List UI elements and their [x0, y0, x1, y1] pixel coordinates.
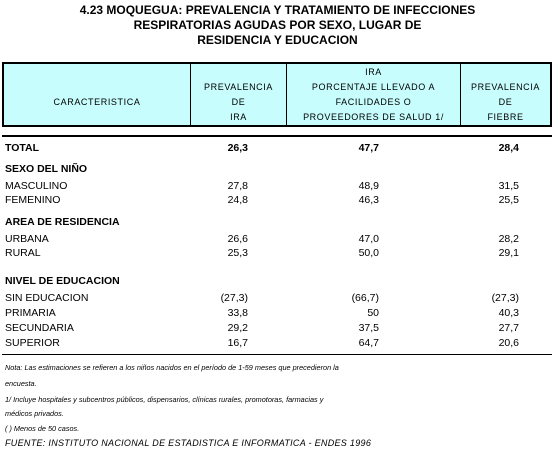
table-row [0, 322, 555, 336]
cell-prevalencia-ira: 24,8 [227, 194, 248, 206]
section-title: NIVEL DE EDUCACION [5, 275, 120, 287]
header-line: PORCENTAJE LLEVADO A [311, 82, 436, 92]
cell-porcentaje-llevado: 50 [367, 307, 379, 319]
table-title-line-1: 4.23 MOQUEGUA: PREVALENCIA Y TRATAMIENTO DE INFECCIONES [79, 3, 476, 17]
cell-prevalencia-fiebre: (27,3) [491, 292, 519, 304]
cell-prevalencia-ira: 33,8 [227, 307, 248, 319]
cell-prevalencia-fiebre: 25,5 [498, 194, 519, 206]
header-line: PREVALENCIA [204, 82, 273, 92]
cell-porcentaje-llevado: 47,7 [358, 142, 379, 154]
cell-prevalencia-fiebre: 40,3 [498, 307, 519, 319]
table-row [0, 337, 555, 351]
row-label: URBANA [5, 233, 49, 245]
table-bottom-rule [2, 354, 552, 355]
header-line: IRA [365, 67, 382, 77]
cell-prevalencia-fiebre: 28,2 [498, 233, 519, 245]
header-line: PREVALENCIA [471, 82, 540, 92]
header-line: DE [231, 97, 246, 107]
header-line: PROVEEDORES DE SALUD 1/ [303, 112, 444, 122]
source-line: FUENTE: INSTITUTO NACIONAL DE ESTADISTICA E INFORMATICA - ENDES 1996 [5, 438, 372, 448]
table-row [0, 233, 555, 247]
row-label: SUPERIOR [5, 337, 60, 349]
cell-porcentaje-llevado: 64,7 [358, 337, 379, 349]
cell-prevalencia-ira: 25,3 [227, 247, 248, 259]
header-line: DE [498, 97, 513, 107]
table-row [0, 307, 555, 321]
row-label: MASCULINO [5, 180, 68, 192]
header-line: FACILIDADES O [335, 97, 412, 107]
table-header [2, 62, 552, 127]
section-heading-educacion [0, 275, 555, 289]
row-label: FEMENINO [5, 194, 61, 206]
footnote-nota: Nota: Las estimaciones se refieren a los niños nacidos en el período de 1-59 meses que precedieron la [5, 363, 339, 372]
header-caracteristica-label: CARACTERISTICA [53, 97, 141, 107]
section-heading-sexo [0, 163, 555, 177]
footnote-1: 1/ Incluye hospitales y subcentros públicos, dispensarios, clínicas rurales, promotoras, farmacias y [5, 395, 324, 404]
section-title: AREA DE RESIDENCIA [5, 216, 120, 228]
section-heading-area [0, 216, 555, 230]
header-line: IRA [230, 112, 247, 122]
cell-porcentaje-llevado: 47,0 [358, 233, 379, 245]
cell-prevalencia-fiebre: 29,1 [498, 247, 519, 259]
cell-prevalencia-ira: 27,8 [227, 180, 248, 192]
footnote-1-cont: médicos privados. [5, 409, 64, 418]
footnote-nota-cont: encuesta. [5, 379, 37, 388]
cell-porcentaje-llevado: 50,0 [358, 247, 379, 259]
cell-prevalencia-ira: 26,6 [227, 233, 248, 245]
footnote-parentheses: ( ) Menos de 50 casos. [5, 424, 80, 433]
table-row [0, 194, 555, 208]
cell-prevalencia-fiebre: 20,6 [498, 337, 519, 349]
header-ira-tratamiento [287, 65, 460, 125]
table-row [0, 180, 555, 194]
row-label: RURAL [5, 247, 41, 259]
cell-prevalencia-fiebre: 31,5 [498, 180, 519, 192]
header-prevalencia-fiebre [461, 80, 550, 125]
cell-porcentaje-llevado: (66,7) [351, 292, 379, 304]
cell-prevalencia-ira: 29,2 [227, 322, 248, 334]
row-label: SECUNDARIA [5, 322, 74, 334]
table-row [0, 247, 555, 261]
cell-porcentaje-llevado: 48,9 [358, 180, 379, 192]
cell-prevalencia-fiebre: 27,7 [498, 322, 519, 334]
cell-prevalencia-ira: 16,7 [227, 337, 248, 349]
header-caracteristica [4, 95, 190, 110]
header-line: FIEBRE [487, 112, 524, 122]
header-bottom-rule [2, 135, 552, 137]
table-row-total [0, 142, 555, 156]
section-title: SEXO DEL NIÑO [5, 163, 88, 175]
header-prevalencia-ira [191, 80, 286, 125]
cell-prevalencia-fiebre: 28,4 [498, 142, 519, 154]
cell-porcentaje-llevado: 37,5 [358, 322, 379, 334]
row-label: SIN EDUCACION [5, 292, 89, 304]
row-label: PRIMARIA [5, 307, 56, 319]
table-row [0, 292, 555, 306]
table-title-line-2: RESPIRATORIAS AGUDAS POR SEXO, LUGAR DE [133, 18, 422, 32]
table-title-line-3: RESIDENCIA Y EDUCACION [197, 33, 358, 47]
cell-porcentaje-llevado: 46,3 [358, 194, 379, 206]
row-label: TOTAL [5, 142, 40, 154]
cell-prevalencia-ira: (27,3) [220, 292, 248, 304]
cell-prevalencia-ira: 26,3 [227, 142, 248, 154]
